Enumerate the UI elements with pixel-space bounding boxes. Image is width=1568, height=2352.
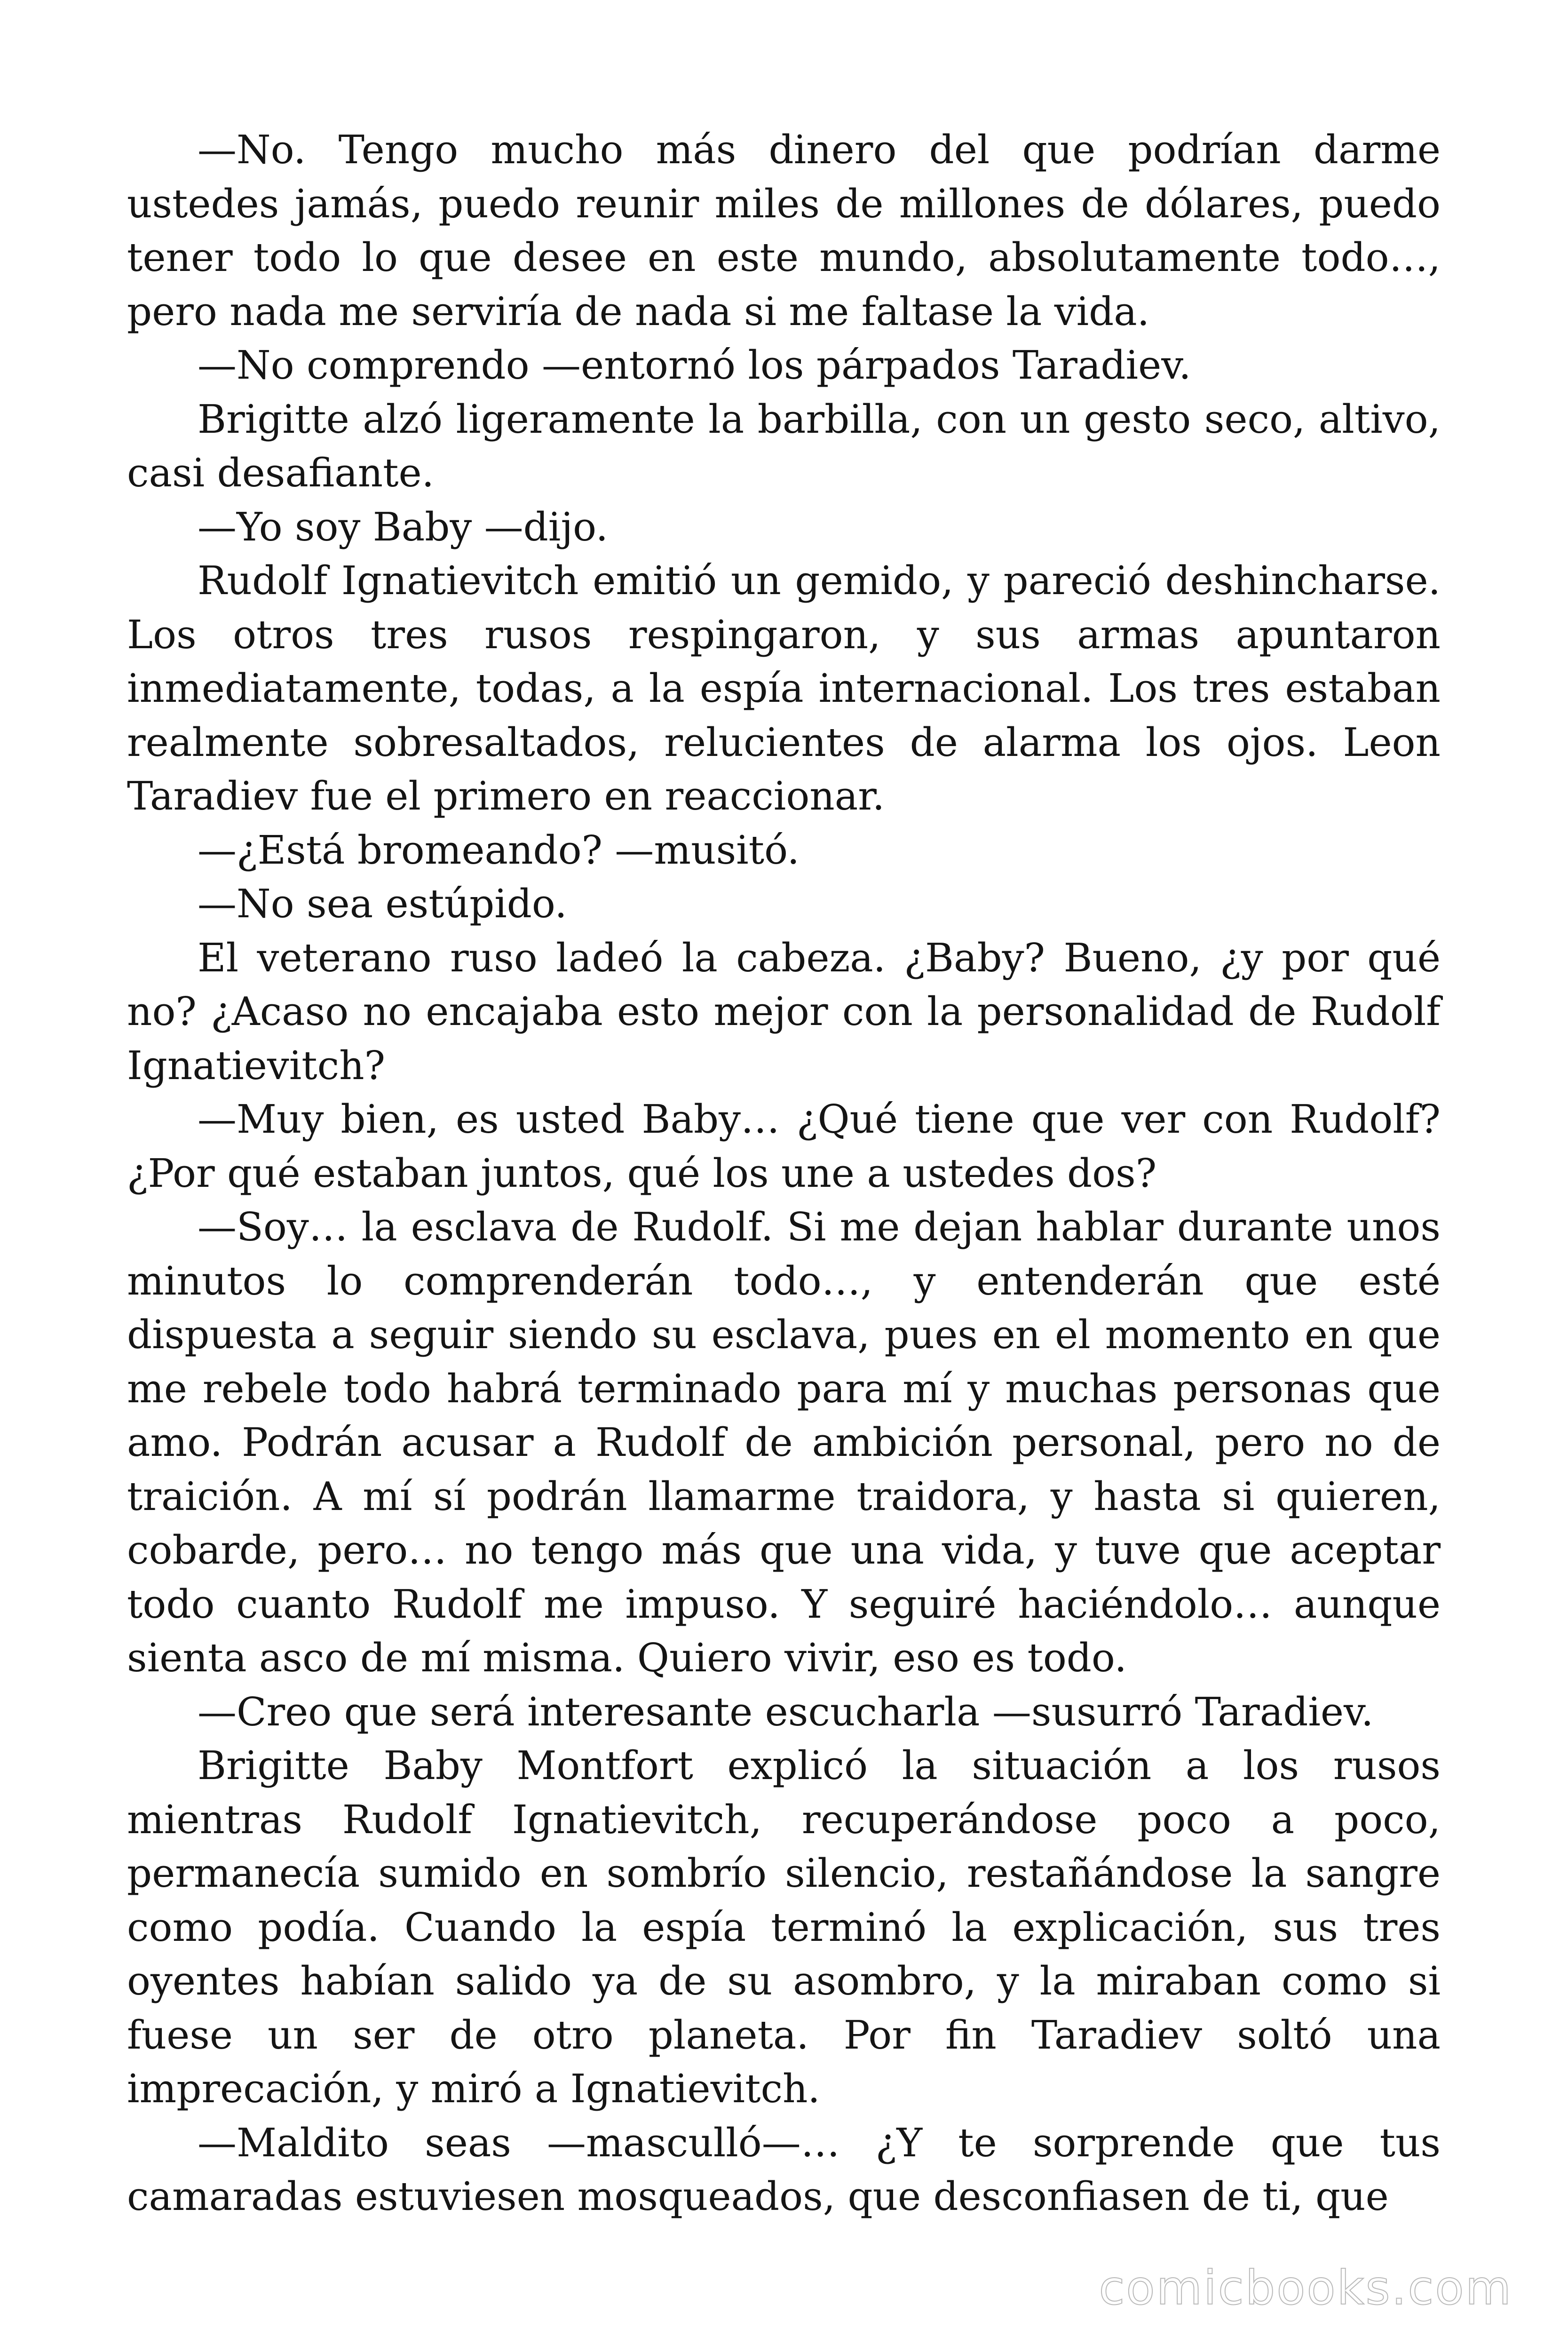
watermark: comicbooks.com [1099, 2260, 1513, 2315]
paragraph-10: —Soy… la esclava de Rudolf. Si me dejan hablar durante unos minutos lo comprenderán todo…, y entenderán que esté dispuesta a seguir siendo su esclava, pues en el momento en que me rebele todo habrá terminado para mí y muchas personas que amo. Podrán acusar a Rudolf de ambición personal, pero no de traición. A mí sí podrán llamarme traidora, y hasta si quieren, cobarde, pero… no tengo más que una vida, y tuve que aceptar todo cuanto Rudolf me impuso. Y seguiré haciéndolo… aunque sienta asco de mí misma. Quiero vivir, eso es todo. [127, 1204, 1441, 1681]
paragraph-3: Brigitte alzó ligeramente la barbilla, con un gesto seco, altivo, casi desafiante. [127, 396, 1441, 496]
paragraph-11: —Creo que será interesante escucharla —susurró Taradiev. [198, 1689, 1374, 1735]
paragraph-5: Rudolf Ignatievitch emitió un gemido, y pareció deshincharse. Los otros tres rusos respingaron, y sus armas apuntaron inmediatamente, todas, a la espía internacional. Los tres estaban realmente sobresaltados, relucientes de alarma los ojos. Leon Taradiev fue el primero en reaccionar. [127, 558, 1441, 819]
paragraph-8: El veterano ruso ladeó la cabeza. ¿Baby? Bueno, ¿y por qué no? ¿Acaso no encajaba esto mejor con la personalidad de Rudolf Ignatievitch? [127, 935, 1441, 1089]
paragraph-7: —No sea estúpido. [198, 881, 567, 927]
paragraph-4: —Yo soy Baby —dijo. [198, 504, 608, 550]
paragraph-2: —No comprendo —entornó los párpados Taradiev. [198, 342, 1191, 388]
paragraph-9: —Muy bien, es usted Baby… ¿Qué tiene que ver con Rudolf? ¿Por qué estaban juntos, qué los une a ustedes dos? [127, 1097, 1441, 1196]
paragraph-12: Brigitte Baby Montfort explicó la situación a los rusos mientras Rudolf Ignatievitch, recuperándose poco a poco, permanecía sumido en sombrío silencio, restañándose la sangre como podía. Cuando la espía terminó la explicación, sus tres oyentes habían salido ya de su asombro, y la miraban como si fuese un ser de otro planeta. Por fin Taradiev soltó una imprecación, y miró a Ignatievitch. [127, 1743, 1441, 2112]
paragraph-6: —¿Está bromeando? —musitó. [198, 827, 800, 873]
body-text [127, 123, 1441, 2224]
paragraph-1: —No. Tengo mucho más dinero del que podrían darme ustedes jamás, puedo reunir miles de millones de dólares, puedo tener todo lo que desee en este mundo, absolutamente todo…, pero nada me serviría de nada si me faltase la vida. [127, 127, 1441, 334]
paragraph-13: —Maldito seas —masculló—… ¿Y te sorprende que tus camaradas estuviesen mosqueados, que desconfiasen de ti, que [127, 2120, 1441, 2219]
